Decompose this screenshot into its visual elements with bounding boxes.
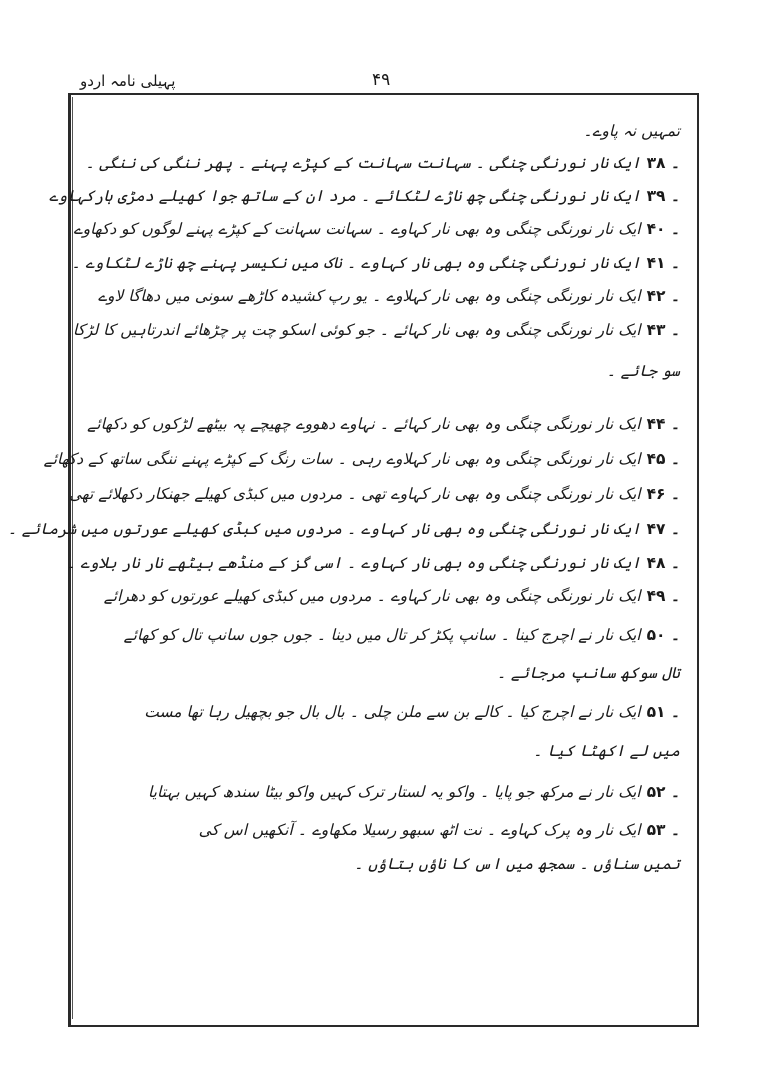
riddle-text: ایک نار نورنگی چنگی وہ بھی نار کہاوے تھی ۔ مردوں میں کبڈی کھیلے جھنکار دکھلائے تھی <box>68 485 641 503</box>
riddle-number: ۵۱ ۔ <box>646 703 680 721</box>
riddle-text: ایک نار نے اچرج کینا ۔ سانپ پکڑ کر تال میں دینا ۔ جوں جوں سانپ تال کو کھائے <box>123 626 641 644</box>
riddle-number: ۳۹ ۔ <box>646 187 680 205</box>
riddle-continuation-line <box>120 853 680 875</box>
riddle-line <box>80 152 680 174</box>
riddle-line <box>68 483 680 505</box>
riddle-line <box>80 819 680 841</box>
running-head: پہیلی نامہ اردو <box>80 72 176 90</box>
riddle-number: ۴۱ ۔ <box>646 254 680 272</box>
riddle-text: ایک نار نورنگی چنگی وہ بھی نار کہاوے ۔ سہانت سہانت کے کپڑے پہنے لوگوں کو دکھاوے <box>73 220 641 238</box>
page-number: ۴۹ <box>372 70 391 90</box>
riddle-text: ایک نار نورنگی چنگی وہ بھی نار کہلاوے رہی ۔ سات رنگ کے کپڑے پہنے ننگی ساتھ کے دکھائے <box>43 450 641 468</box>
riddle-text: ایک نار نورنگی چنگی وہ بھی نار کہلاوے ۔ یو رپ کشیدہ کاڑھے سونی میں دھاگا لاوے <box>97 287 641 305</box>
riddle-line <box>71 252 680 274</box>
riddle-continuation-line <box>120 662 680 684</box>
riddle-number: ۴۹ ۔ <box>646 587 680 605</box>
riddle-line <box>80 285 680 307</box>
riddle-number: ۴۸ ۔ <box>646 554 680 572</box>
riddle-line <box>80 781 680 803</box>
riddle-text: تمہیں نہ پاوے۔ <box>583 122 680 140</box>
riddle-text: سو جائے ۔ <box>606 362 680 380</box>
riddle-number: ۵۳ ۔ <box>646 821 680 839</box>
riddle-line <box>43 448 680 470</box>
riddle-text: تمیں سناؤں ۔ سمجھ میں اس کا ناؤں بتاؤں ۔ <box>354 855 680 873</box>
riddle-line <box>80 701 680 723</box>
riddle-continuation-line <box>120 740 680 762</box>
riddle-line <box>72 319 680 341</box>
riddle-text: ایک نار نورنگی چنگی وہ بھی نار کہاوے ۔ ناک میں نکیسر پہنے چھ ناڑے لٹکاوے ۔ <box>71 254 641 272</box>
riddle-number: ۴۶ ۔ <box>646 485 680 503</box>
riddle-number: ۴۳ ۔ <box>646 321 680 339</box>
riddle-number: ۵۰ ۔ <box>646 626 680 644</box>
riddle-continuation-line <box>80 120 680 142</box>
riddle-text: تال سوکھ سانپ مرجائے ۔ <box>496 664 680 682</box>
riddle-line <box>80 413 680 435</box>
riddle-number: ۴۲ ۔ <box>646 287 680 305</box>
riddle-line <box>80 585 680 607</box>
riddle-number: ۴۷ ۔ <box>646 520 680 538</box>
riddle-line <box>7 518 680 540</box>
riddle-text: ایک نار نورنگی چنگی وہ بھی نار کہاوے ۔ مردوں میں کبڈی کھیلے عورتوں میں شرمائے ۔ <box>7 520 641 538</box>
riddle-text: ایک نار نے اچرج کیا ۔ کالے بن سے ملن چلی ۔ بال بال جو بچھیل رہا تھا مست <box>144 703 641 721</box>
riddle-text: میں لے اکھٹا کیا ۔ <box>533 742 680 760</box>
riddle-text: ایک نار نورنگی چنگی وہ بھی نار کہاوے ۔ مردوں میں کبڈی کھیلے عورتوں کو دھرائے <box>103 587 641 605</box>
riddle-number: ۴۵ ۔ <box>646 450 680 468</box>
riddle-text: ایک نار نورنگی چنگی وہ بھی نار کہاوے ۔ اسی گز کے منڈھے بیٹھے نار نار بلاوے ۔ <box>66 554 641 572</box>
riddle-line <box>73 218 680 240</box>
riddle-continuation-line <box>120 360 680 382</box>
riddle-line <box>66 552 680 574</box>
riddle-number: ۳۸ ۔ <box>646 154 680 172</box>
riddle-text: ایک نار وہ پرک کہاوے ۔ نت اٹھ سبھو رسیلا مکھاوے ۔ آنکھیں اس کی <box>198 821 641 839</box>
riddle-text: ایک نار نورنگی چنگی وہ بھی نار کہائے ۔ جو کوئی اسکو چت پر چڑھائے اندرتاہیں کا لڑکا <box>72 321 641 339</box>
riddle-text: ایک نار نے مرکھ جو پایا ۔ واکو یہ لستار ترک کہیں واکو بیٹا سندھ کہیں بہتایا <box>147 783 641 801</box>
riddle-number: ۵۲ ۔ <box>646 783 680 801</box>
riddle-text: ایک نار نورنگی چنگی ۔ سہانت سہانت کے کپڑے پہنے ۔ پھر ننگی کی ننگی ۔ <box>85 154 641 172</box>
riddle-number: ۴۰ ۔ <box>646 220 680 238</box>
riddle-line <box>80 624 680 646</box>
riddle-number: ۴۴ ۔ <box>646 415 680 433</box>
riddle-line <box>48 185 680 207</box>
riddle-text: ایک نار نورنگی چنگی چھ ناڑے لٹکائے ۔ مرد ان کے ساتھ جوا کھیلے دمڑی ہارکہاوے <box>48 187 641 205</box>
riddle-text: ایک نار نورنگی چنگی وہ بھی نار کہائے ۔ نہاوے دھووے چھیچے پہ بیٹھے لڑکوں کو دکھائے <box>87 415 641 433</box>
